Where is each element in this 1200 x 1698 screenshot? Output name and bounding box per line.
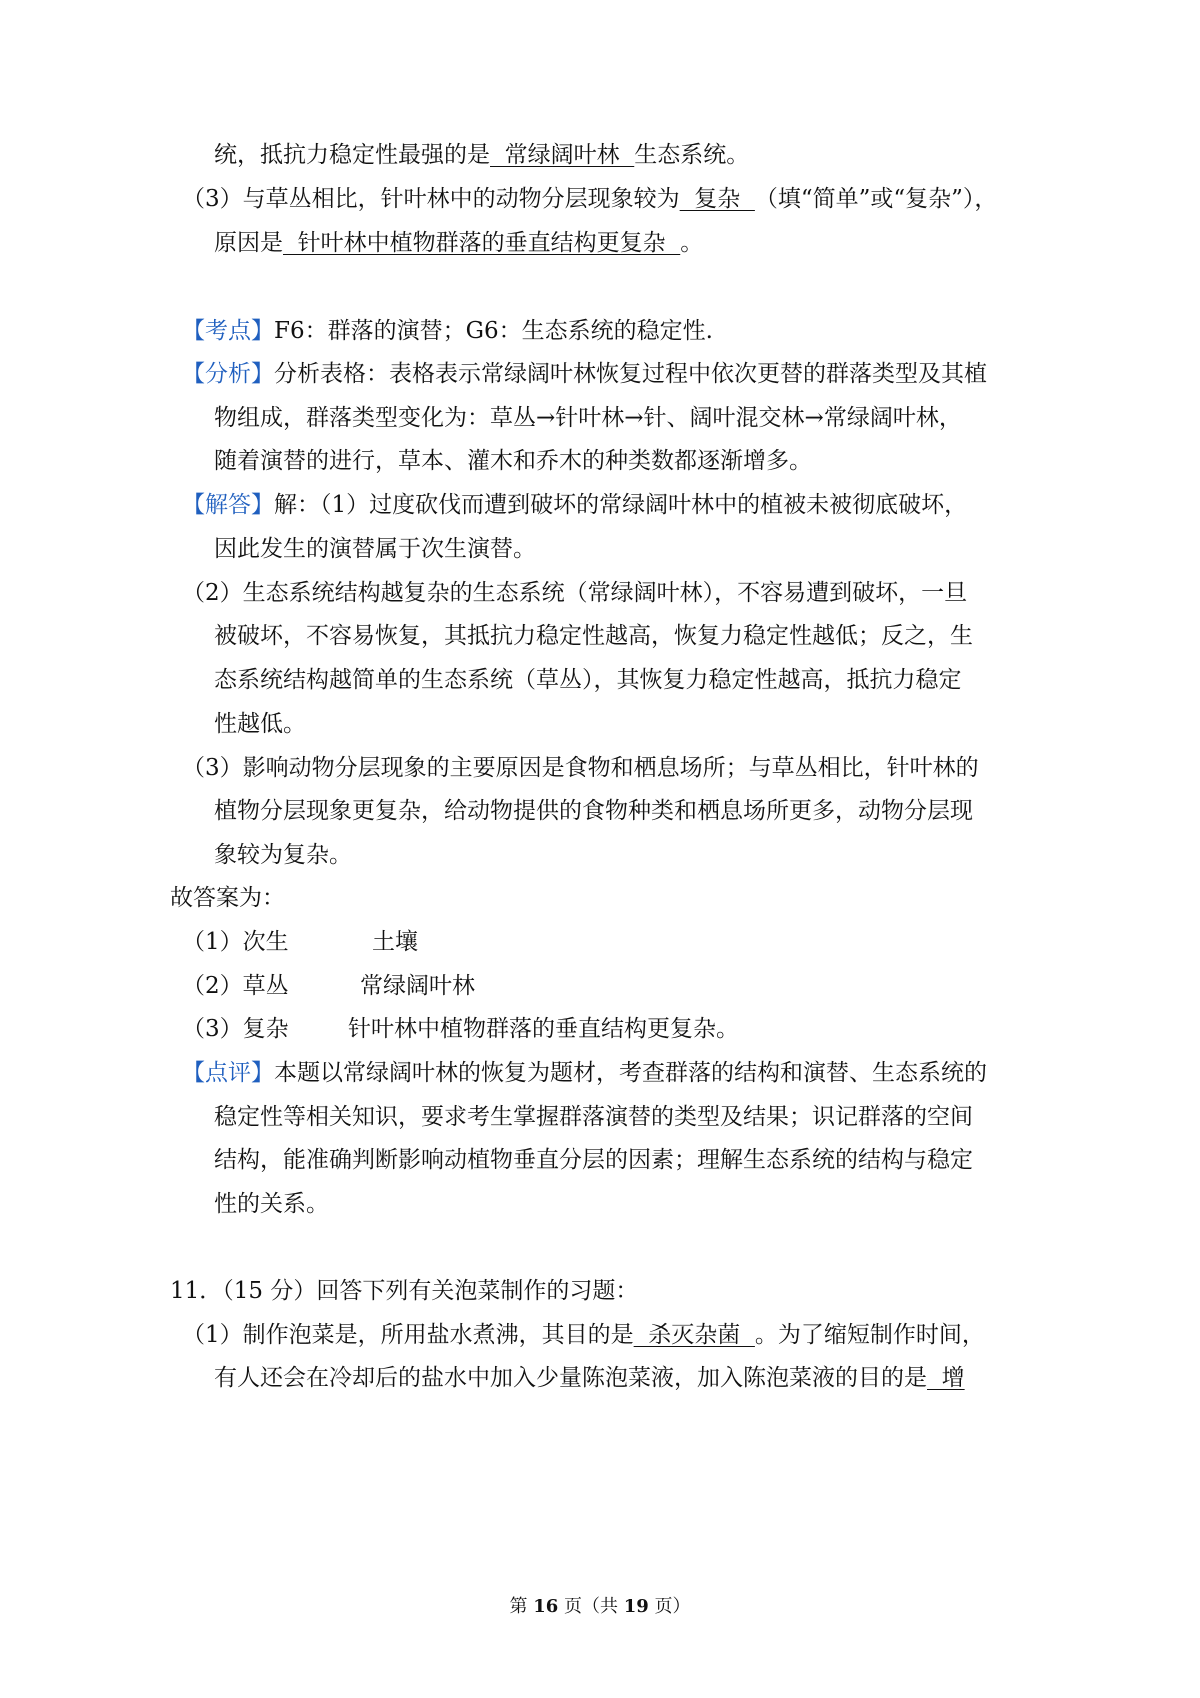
jieda-text: 因此发生的演替属于次生演替。	[214, 536, 536, 562]
question-line	[214, 228, 703, 258]
dianping-tag: 【点评】	[182, 1060, 274, 1086]
answer-label: （1）次生	[182, 929, 289, 955]
jieda-text: 象较为复杂。	[214, 842, 352, 868]
answer-row	[182, 971, 289, 1001]
question-text: 。为了缩短制作时间，	[754, 1322, 985, 1348]
jieda-text: 性越低。	[214, 711, 306, 737]
footer-text: 第	[509, 1596, 534, 1617]
question-text: 。	[680, 230, 704, 256]
page-footer	[0, 1595, 1200, 1619]
question-text: 原因是	[214, 230, 283, 256]
answer-blank: 杀灭杂菌	[633, 1322, 755, 1348]
question-11-title: 11．（15 分）回答下列有关泡菜制作的习题：	[170, 1278, 639, 1304]
answer-blank: 常绿阔叶林	[490, 142, 635, 168]
jieda-text: （2）生态系统结构越复杂的生态系统（常绿阔叶林），不容易遭到破坏，一旦	[182, 580, 968, 606]
kaodian-text: F6：群落的演替；G6：生态系统的稳定性.	[274, 318, 713, 344]
page-number: 16	[533, 1596, 559, 1617]
question-line	[182, 1320, 985, 1350]
jieda-text: 解：（1）过度砍伐而遭到破坏的常绿阔叶林中的植被未被彻底破坏，	[274, 492, 968, 518]
answer-label: （3）复杂	[182, 1016, 289, 1042]
answer-blank: 增	[927, 1365, 965, 1391]
jieda-text: 态系统结构越简单的生态系统（草丛），其恢复力稳定性越高，抵抗力稳定	[214, 667, 962, 693]
question-text: （1）制作泡菜是，所用盐水煮沸，其目的是	[182, 1322, 634, 1348]
question-text: （填“简单”或“复杂”），	[754, 186, 998, 212]
footer-text: 页（共	[558, 1596, 624, 1617]
kaodian-tag: 【考点】	[182, 318, 274, 344]
dianping-text: 本题以常绿阔叶林的恢复为题材，考查群落的结构和演替、生态系统的	[274, 1060, 987, 1086]
page-total: 19	[623, 1596, 649, 1617]
footer-text: 页）	[648, 1596, 691, 1617]
fenxi-text: 分析表格：表格表示常绿阔叶林恢复过程中依次更替的群落类型及其植	[274, 361, 987, 387]
dianping-text: 稳定性等相关知识，要求考生掌握群落演替的类型及结果；识记群落的空间	[214, 1104, 973, 1130]
jieda-text: （3）影响动物分层现象的主要原因是食物和栖息场所；与草丛相比，针叶林的	[182, 755, 979, 781]
question-line	[214, 140, 749, 170]
answer-value: 土壤	[372, 929, 418, 955]
dianping-text: 结构，能准确判断影响动植物垂直分层的因素；理解生态系统的结构与稳定	[214, 1147, 973, 1173]
question-text: （3）与草丛相比，针叶林中的动物分层现象较为	[182, 186, 680, 212]
answer-value: 常绿阔叶林	[360, 973, 475, 999]
fenxi-tag: 【分析】	[182, 361, 274, 387]
answer-row	[182, 1014, 289, 1044]
dianping-line	[182, 1058, 987, 1088]
answer-intro: 故答案为：	[170, 885, 285, 911]
question-text: 生态系统。	[634, 142, 750, 168]
answer-label: （2）草丛	[182, 973, 289, 999]
question-text: 有人还会在冷却后的盐水中加入少量陈泡菜液，加入陈泡菜液的目的是	[214, 1365, 927, 1391]
answer-blank: 针叶林中植物群落的垂直结构更复杂	[283, 230, 681, 256]
question-line	[214, 1363, 965, 1393]
fenxi-line	[182, 359, 987, 389]
answer-value: 针叶林中植物群落的垂直结构更复杂。	[348, 1016, 739, 1042]
fenxi-text: 随着演替的进行，草本、灌木和乔木的种类数都逐渐增多。	[214, 448, 812, 474]
jieda-line	[182, 490, 967, 520]
answer-row	[182, 927, 289, 957]
dianping-text: 性的关系。	[214, 1191, 329, 1217]
jieda-text: 被破坏，不容易恢复，其抵抗力稳定性越高，恢复力稳定性越低；反之，生	[214, 623, 973, 649]
fenxi-text: 物组成，群落类型变化为：草丛→针叶林→针、阔叶混交林→常绿阔叶林，	[214, 405, 962, 431]
kaodian-line	[182, 316, 713, 346]
jieda-text: 植物分层现象更复杂，给动物提供的食物种类和栖息场所更多，动物分层现	[214, 798, 973, 824]
answer-blank: 复杂	[679, 186, 755, 212]
question-line	[182, 184, 997, 214]
question-text: 统，抵抗力稳定性最强的是	[214, 142, 490, 168]
jieda-tag: 【解答】	[182, 492, 274, 518]
